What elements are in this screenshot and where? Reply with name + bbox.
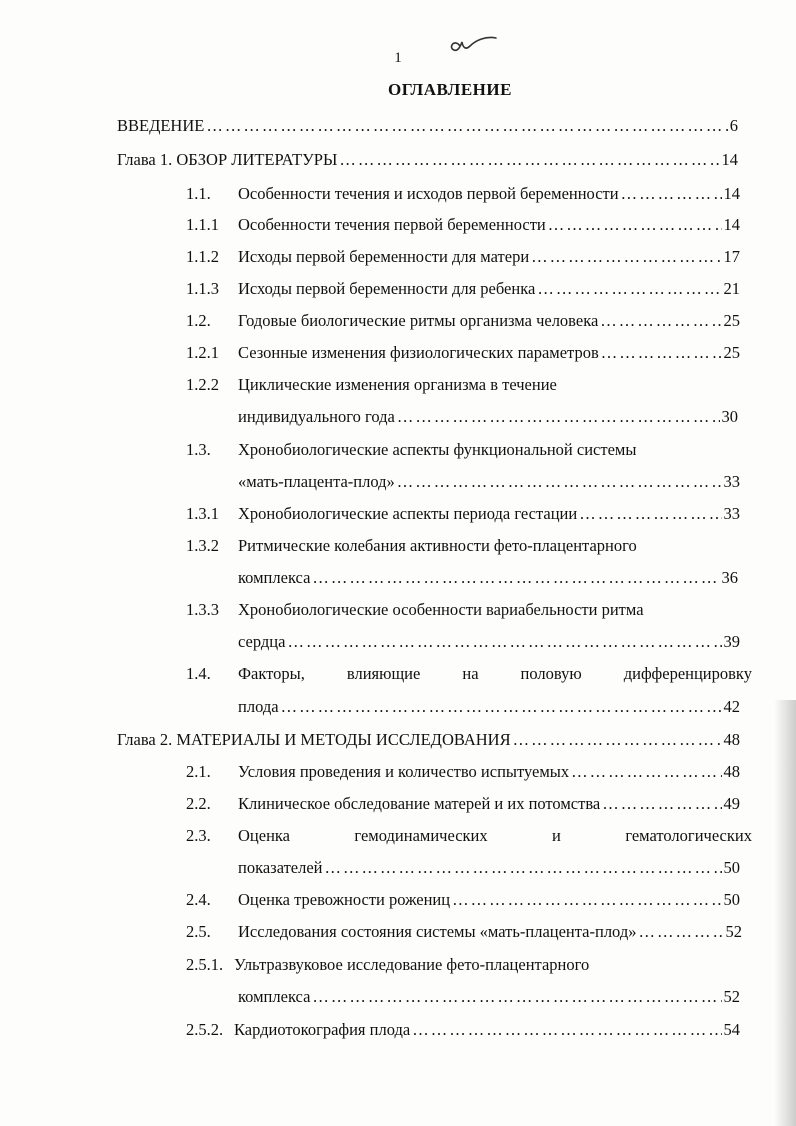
toc-entry-label <box>238 664 752 684</box>
toc-entry-label: Циклические изменения организма в течение <box>238 375 557 394</box>
toc-entry[interactable] <box>186 311 740 331</box>
scan-shadow <box>774 700 796 1126</box>
leader-dots <box>638 922 723 942</box>
toc-entry-number: 2.2. <box>186 794 211 813</box>
toc-entry-continuation[interactable] <box>238 407 738 427</box>
toc-entry[interactable] <box>186 184 740 204</box>
toc-entry-page: 50 <box>723 890 740 909</box>
leader-dots <box>531 247 721 267</box>
toc-entry-label: комплекса <box>238 568 311 587</box>
toc-entry-word: половую <box>520 664 582 683</box>
toc-entry[interactable] <box>186 955 740 975</box>
toc-entry[interactable] <box>186 504 740 524</box>
toc-entry-page: 33 <box>723 472 740 491</box>
toc-entry[interactable] <box>186 664 752 684</box>
toc-entry-continuation[interactable] <box>238 472 740 492</box>
toc-entry[interactable] <box>186 600 740 620</box>
toc-entry-label: ВВЕДЕНИЕ <box>117 116 205 135</box>
toc-entry-number: 2.5.1. <box>186 955 224 974</box>
leader-dots <box>621 184 722 204</box>
toc-entry-label: Хронобиологические особенности вариабельности ритма <box>238 600 644 619</box>
leader-dots <box>312 568 719 588</box>
toc-entry-number: 2.4. <box>186 890 211 909</box>
toc-entry[interactable] <box>186 762 740 782</box>
toc-entry-page: 17 <box>723 247 740 266</box>
toc-entry-label: Глава 2. МАТЕРИАЛЫ И МЕТОДЫ ИССЛЕДОВАНИЯ <box>117 730 511 749</box>
leader-dots <box>452 890 721 910</box>
leader-dots <box>600 311 721 331</box>
toc-entry-number: 1.3.3 <box>186 600 219 619</box>
toc-entry-number: 1.3.1 <box>186 504 219 523</box>
toc-entry[interactable] <box>117 150 738 170</box>
toc-entry-page: 14 <box>723 184 740 203</box>
leader-dots <box>325 858 722 878</box>
toc-entry[interactable] <box>186 247 740 267</box>
toc-entry-page: 30 <box>721 407 738 426</box>
toc-entry-page: 52 <box>723 987 740 1006</box>
toc-entry-page: 25 <box>723 311 740 330</box>
toc-entry-word: дифференцировку <box>623 664 752 683</box>
toc-entry[interactable] <box>186 826 752 846</box>
toc-entry-label <box>238 826 752 846</box>
toc-entry-number: 2.5.2. <box>186 1020 224 1039</box>
toc-entry-continuation[interactable] <box>238 858 740 878</box>
toc-entry-page: 14 <box>723 215 740 234</box>
toc-entry-page: 6 <box>729 116 738 135</box>
toc-entry[interactable] <box>186 343 740 363</box>
toc-entry-page: 49 <box>723 794 740 813</box>
toc-entry[interactable] <box>186 215 740 235</box>
toc-entry-word: и <box>552 826 561 845</box>
toc-entry-page: 48 <box>723 730 740 749</box>
leader-dots <box>602 794 721 814</box>
toc-entry-label: Хронобиологические аспекты периода гестации <box>238 504 578 523</box>
page-number: 1 <box>394 50 402 66</box>
leader-dots <box>537 279 721 299</box>
toc-entry-label: Клиническое обследование матерей и их потомства <box>238 794 601 813</box>
toc-entry-page: 33 <box>723 504 740 523</box>
toc-entry-label: Условия проведения и количество испытуемых <box>238 762 570 781</box>
toc-entry-number: 1.4. <box>186 664 211 683</box>
toc-entry-label: Хронобиологические аспекты функциональной системы <box>238 440 637 459</box>
toc-entry-page: 14 <box>721 150 738 169</box>
toc-entry-number: 1.3. <box>186 440 211 459</box>
toc-entry[interactable] <box>186 1020 740 1040</box>
toc-entry-number: 2.5. <box>186 922 211 941</box>
toc-entry[interactable] <box>186 375 740 395</box>
toc-entry[interactable] <box>186 536 740 556</box>
toc-entry-label: Исследования состояния системы «мать-плацента-плод» <box>238 922 637 941</box>
toc-entry-label: сердца <box>238 632 286 651</box>
toc-entry-page: 48 <box>723 762 740 781</box>
toc-entry-word: на <box>462 664 479 683</box>
toc-entry-label: Особенности течения и исходов первой беременности <box>238 184 619 203</box>
toc-entry-label: Ультразвуковое исследование фето-плацентарного <box>234 955 590 974</box>
toc-entry-number: 2.3. <box>186 826 211 845</box>
toc-entry-number: 1.2.1 <box>186 343 219 362</box>
leader-dots <box>312 987 721 1007</box>
toc-entry[interactable] <box>186 440 740 460</box>
toc-entry-label: комплекса <box>238 987 311 1006</box>
toc-entry-continuation[interactable] <box>238 987 740 1007</box>
toc-entry[interactable] <box>117 116 738 136</box>
toc-entry-number: 1.1. <box>186 184 211 203</box>
toc-entry-page: 52 <box>725 922 742 941</box>
toc-entry-label: Ритмические колебания активности фето-плацентарного <box>238 536 637 555</box>
toc-entry-word: влияющие <box>346 664 421 683</box>
toc-entry[interactable] <box>186 890 740 910</box>
toc-entry[interactable] <box>186 922 742 942</box>
toc-entry-label: Исходы первой беременности для матери <box>238 247 530 266</box>
toc-entry-continuation[interactable] <box>238 697 740 717</box>
toc-entry-page: 25 <box>723 343 740 362</box>
leader-dots <box>206 116 727 136</box>
toc-entry-label: Сезонные изменения физиологических параметров <box>238 343 599 362</box>
toc-entry-word: Факторы, <box>238 664 305 683</box>
toc-entry-continuation[interactable] <box>238 568 738 588</box>
toc-entry-number: 1.2. <box>186 311 211 330</box>
toc-entry[interactable] <box>117 730 740 750</box>
toc-entry-number: 2.1. <box>186 762 211 781</box>
toc-entry-number: 1.3.2 <box>186 536 219 555</box>
toc-entry-page: 39 <box>723 632 740 651</box>
leader-dots <box>281 697 722 717</box>
leader-dots <box>571 762 721 782</box>
toc-entry-label: Особенности течения первой беременности <box>238 215 546 234</box>
leader-dots <box>397 407 720 427</box>
leader-dots <box>397 472 722 492</box>
toc-entry-page: 21 <box>723 279 740 298</box>
toc-entry-label: Глава 1. ОБЗОР ЛИТЕРАТУРЫ <box>117 150 338 169</box>
toc-entry-page: 36 <box>721 568 738 587</box>
leader-dots <box>548 215 722 235</box>
toc-entry-number: 1.1.2 <box>186 247 219 266</box>
toc-entry-word: Оценка <box>238 826 290 845</box>
toc-entry-number: 1.1.1 <box>186 215 219 234</box>
leader-dots <box>601 343 722 363</box>
toc-entry-page: 54 <box>723 1020 740 1039</box>
toc-entry-page: 50 <box>723 858 740 877</box>
toc-entry-label: показателей <box>238 858 323 877</box>
page-title: ОГЛАВЛЕНИЕ <box>388 80 512 99</box>
toc-entry-page: 42 <box>723 697 740 716</box>
toc-entry-label: Оценка тревожности рожениц <box>238 890 451 909</box>
leader-dots <box>287 632 721 652</box>
toc-entry-label: «мать-плацента-плод» <box>238 472 395 491</box>
toc-entry-number: 1.1.3 <box>186 279 219 298</box>
toc-entry-number: 1.2.2 <box>186 375 219 394</box>
toc-entry-word: гемодинамических <box>354 826 488 845</box>
toc-entry-label: Исходы первой беременности для ребенка <box>238 279 536 298</box>
toc-entry[interactable] <box>186 279 740 299</box>
toc-entry-label: плода <box>238 697 279 716</box>
toc-entry[interactable] <box>186 794 740 814</box>
toc-entry-label: Годовые биологические ритмы организма человека <box>238 311 599 330</box>
leader-dots <box>412 1020 721 1040</box>
toc-entry-continuation[interactable] <box>238 632 740 652</box>
toc-entry-label: индивидуального года <box>238 407 395 426</box>
leader-dots <box>579 504 721 524</box>
leader-dots <box>513 730 722 750</box>
leader-dots <box>339 150 719 170</box>
toc-entry-label: Кардиотокография плода <box>234 1020 411 1039</box>
toc-entry-word: гематологических <box>625 826 752 845</box>
